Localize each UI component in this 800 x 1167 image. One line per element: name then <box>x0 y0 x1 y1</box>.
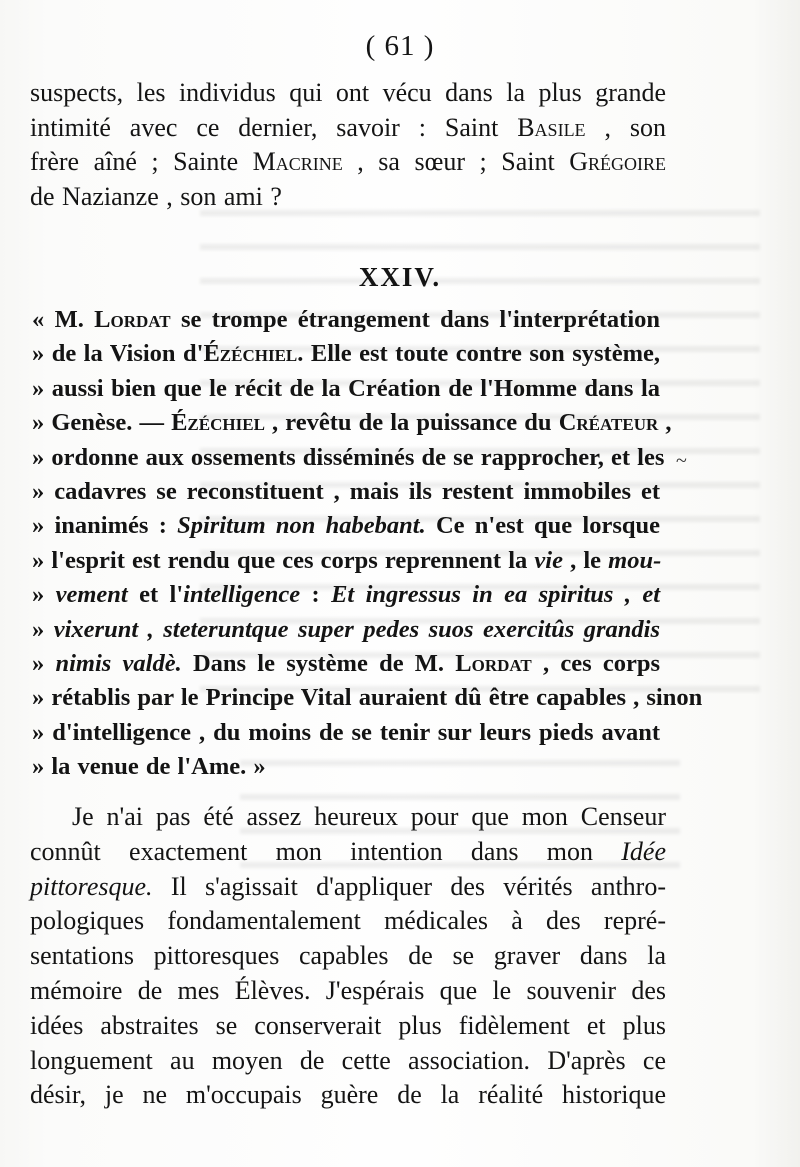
text-line: intimité avec ce dernier, savoir : Saint Basile , son <box>30 112 666 142</box>
quote-line: » la venue de l'Ame. » <box>32 753 266 781</box>
text-line: désir, je ne m'occupais guère de la réalité historique <box>30 1080 666 1110</box>
page-number: ( 61 ) <box>365 30 435 62</box>
text-line: frère aîné ; Sainte Macrine , sa sœur ; Saint Grégoire <box>30 147 666 177</box>
text-line: longuement au moyen de cette association. D'après ce <box>30 1045 666 1075</box>
quote-line: « M. Lordat se trompe étrangement dans l'interprétation <box>32 306 661 333</box>
text-line: pittoresque. Il s'agissait d'appliquer des vérités anthro- <box>30 871 666 901</box>
quote-line: » Genèse. — Ézéchiel , revêtu de la puissance du Créateur , <box>32 409 672 437</box>
quote-line: » ordonne aux ossements disséminés de se rapprocher, et les <box>32 443 665 471</box>
text-line: idées abstraites se conserverait plus fidèlement et plus <box>30 1010 666 1040</box>
text-line: sentations pittoresques capables de se graver dans la <box>30 941 666 971</box>
quote-line: » vement et l'intelligence : Et ingressus in ea spiritus , et <box>32 581 660 609</box>
quote-line: » l'esprit est rendu que ces corps reprennent la vie , le mou- <box>32 546 662 574</box>
intro-paragraph <box>30 76 666 214</box>
quote-line: » de la Vision d'Ézéchiel. Elle est toute contre son système, <box>32 340 660 368</box>
quote-line: » d'intelligence , du moins de se tenir sur leurs pieds avant <box>32 718 660 746</box>
quote-line: » vixerunt , steteruntque super pedes suos exercitûs grandis <box>32 615 660 643</box>
quote-line: » rétablis par le Principe Vital auraient dû être capables , sinon <box>32 684 703 712</box>
quote-line: » aussi bien que le récit de la Création de l'Homme dans la <box>32 374 660 402</box>
text-line: pologiques fondamentalement médicales à des repré- <box>30 906 666 936</box>
section-heading: XXIV. <box>358 262 442 292</box>
quote-line: » nimis valdè. Dans le système de M. Lordat , ces corps <box>32 649 661 677</box>
quoted-passage <box>32 303 703 784</box>
text-line: mémoire de mes Élèves. J'espérais que le souvenir des <box>30 975 666 1005</box>
text-line: connût exactement mon intention dans mon Idée <box>30 836 666 866</box>
margin-mark: ~ <box>676 450 687 472</box>
text-line: de Nazianze , son ami ? <box>30 181 282 211</box>
body-paragraph <box>30 800 666 1113</box>
quote-line: » inanimés : Spiritum non habebant. Ce n'est que lorsque <box>32 512 661 540</box>
quote-line: » cadavres se reconstituent , mais ils restent immobiles et <box>32 477 660 505</box>
text-line: Je n'ai pas été assez heureux pour que mon Censeur <box>72 802 666 831</box>
text-line: suspects, les individus qui ont vécu dans la plus grande <box>30 78 666 107</box>
